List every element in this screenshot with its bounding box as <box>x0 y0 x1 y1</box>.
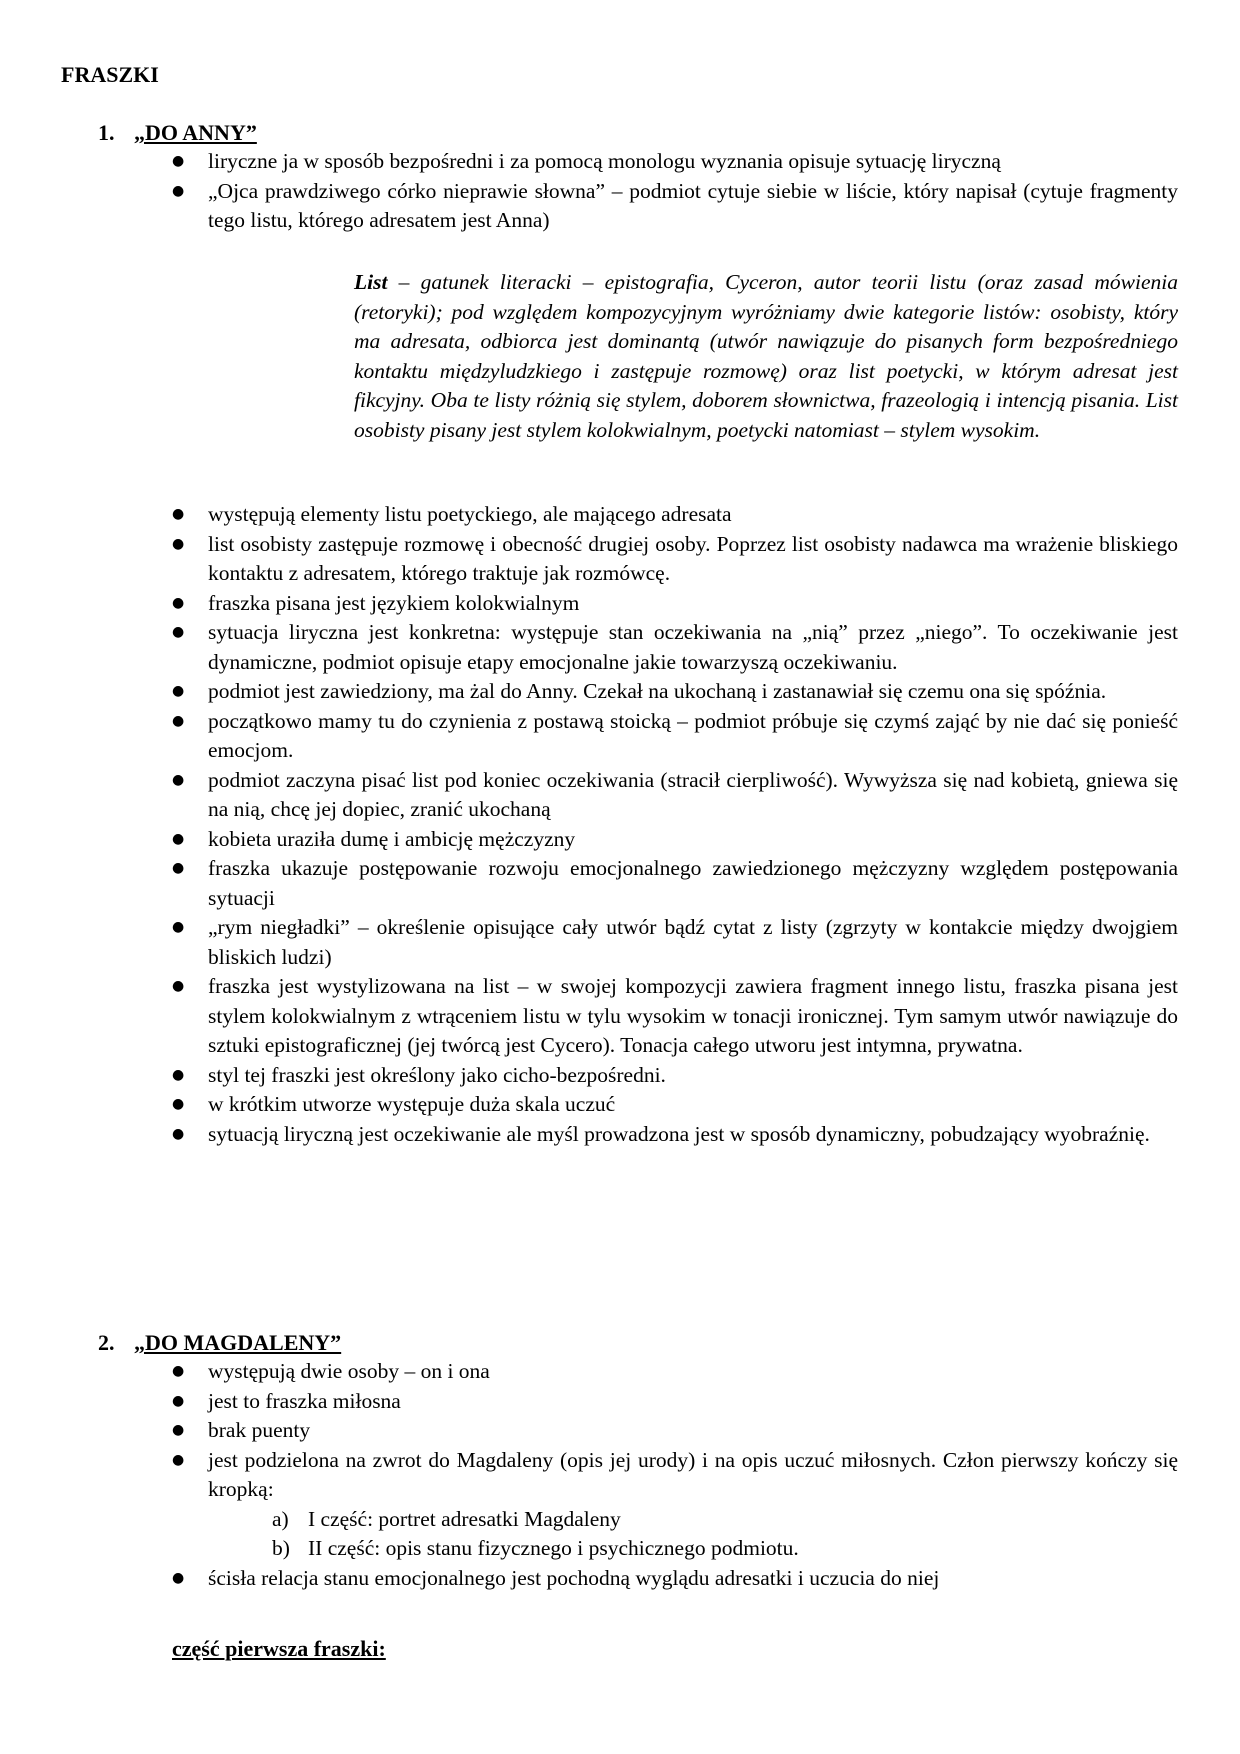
sub-list-item <box>272 1534 1178 1564</box>
section-number: 2. <box>98 1330 115 1355</box>
note-text: – gatunek literacki – epistografia, Cyceron, autor teorii listu (oraz zasad mówienia (retoryki); pod względem kompozycyjnym wyróżniamy dwie kategorie listów: osobisty, który ma adresata, odbiorca jest dominantą (utwór nawiązuje do pisanych form bezpośredniego kontaktu międzyludzkiego i zastępuje rozmowę) oraz list poetycki, w którym adresat jest fikcyjny. Oba te listy różnią się stylem, doborem słownictwa, frazeologią i intencją pisania. List osobisty pisany jest stylem kolokwialnym, poetycki natomiast – stylem wysokim. <box>354 270 1178 442</box>
list-item: ● podmiot jest zawiedziony, ma żal do Anny. Czekał na ukochaną i zastanawiał się czemu ona się spóźnia. <box>0 677 1178 707</box>
section-heading-do-magdaleny <box>98 1328 341 1358</box>
list-item: ● „rym niegładki” – określenie opisujące cały utwór bądź cytat z listy (zgrzyty w kontakcie między dwojgiem bliskich ludzi) <box>0 913 1178 972</box>
list-item <box>0 1446 1178 1564</box>
list-item: ● list osobisty zastępuje rozmowę i obecność drugiej osoby. Poprzez list osobisty nadawca ma wrażenie bliskiego kontaktu z adresatem, którego traktuje jak rozmówcę. <box>0 530 1178 589</box>
list-item: ● sytuacja liryczna jest konkretna: występuje stan oczekiwania na „nią” przez „niego”. To oczekiwanie jest dynamiczne, podmiot opisuje etapy emocjonalne jakie towarzyszą oczekiwaniu. <box>0 618 1178 677</box>
list-item: ● fraszka ukazuje postępowanie rozwoju emocjonalnego zawiedzionego mężczyzny względem postępowania sytuacji <box>0 854 1178 913</box>
list-item: ● sytuacją liryczną jest oczekiwanie ale myśl prowadzona jest w sposób dynamiczny, pobudzający wyobraźnię. <box>0 1120 1178 1150</box>
section-title: „DO ANNY” <box>134 120 257 145</box>
list-item: ● w krótkim utworze występuje duża skala uczuć <box>0 1090 1178 1120</box>
bullet-list-do-anny <box>0 500 1180 1149</box>
sub-list-letter: b) <box>272 1536 290 1560</box>
section-heading-do-anny <box>98 118 257 148</box>
list-item: ● kobieta uraziła dumę i ambicję mężczyzny <box>0 825 1178 855</box>
document-title: FRASZKI <box>61 62 159 87</box>
list-item: ● fraszka jest wystylizowana na list – w swojej kompozycji zawiera fragment innego listu, fraszka pisana jest stylem kolokwialnym z wtrąceniem listu w tylu wysokim w tonacji ironicznej. Tym samym utwór nawiązuje do sztuki epistograficznej (jej twórcą jest Cycero). Tonacja całego utworu jest intymna, prywatna. <box>0 972 1178 1061</box>
note-list-definition <box>354 268 1178 445</box>
sub-list <box>208 1505 1178 1564</box>
list-item: ● początkowo mamy tu do czynienia z postawą stoicką – podmiot próbuje się czymś zająć by nie dać się ponieść emocjom. <box>0 707 1178 766</box>
list-item: ● liryczne ja w sposób bezpośredni i za pomocą monologu wyznania opisuje sytuację liryczną <box>0 147 1178 177</box>
section-title: „DO MAGDALENY” <box>134 1330 342 1355</box>
list-item: ● jest to fraszka miłosna <box>0 1387 1178 1417</box>
part-heading: część pierwsza fraszki: <box>172 1636 386 1661</box>
sub-list-item <box>272 1505 1178 1535</box>
note-term: List <box>354 270 388 294</box>
sub-list-text: I część: portret adresatki Magdaleny <box>308 1506 621 1531</box>
bullet-list-do-magdaleny <box>0 1357 1180 1593</box>
bullet-list-do-anny-intro <box>0 147 1180 236</box>
list-item: ● występują dwie osoby – on i ona <box>0 1357 1178 1387</box>
section-number: 1. <box>98 120 115 145</box>
list-item: ● podmiot zaczyna pisać list pod koniec oczekiwania (stracił cierpliwość). Wywyższa się nad kobietą, gniewa się na nią, chcę jej dopiec, zranić ukochaną <box>0 766 1178 825</box>
list-item: ● „Ojca prawdziwego córko nieprawie słowna” – podmiot cytuje siebie w liście, który napisał (cytuje fragmenty tego listu, którego adresatem jest Anna) <box>0 177 1178 236</box>
list-item-text: jest podzielona na zwrot do Magdaleny (opis jej urody) i na opis uczuć miłosnych. Człon pierwszy kończy się kropką: <box>208 1447 1178 1501</box>
sub-list-text: II część: opis stanu fizycznego i psychicznego podmiotu. <box>308 1536 799 1560</box>
list-item: ● ścisła relacja stanu emocjonalnego jest pochodną wyglądu adresatki i uczucia do niej <box>0 1564 1178 1594</box>
list-item: ● brak puenty <box>0 1416 1178 1446</box>
sub-list-letter: a) <box>272 1506 289 1531</box>
list-item: ● styl tej fraszki jest określony jako cicho-bezpośredni. <box>0 1061 1178 1091</box>
list-item: ● występują elementy listu poetyckiego, ale mającego adresata <box>0 500 1178 530</box>
list-item: ● fraszka pisana jest językiem kolokwialnym <box>0 589 1178 619</box>
